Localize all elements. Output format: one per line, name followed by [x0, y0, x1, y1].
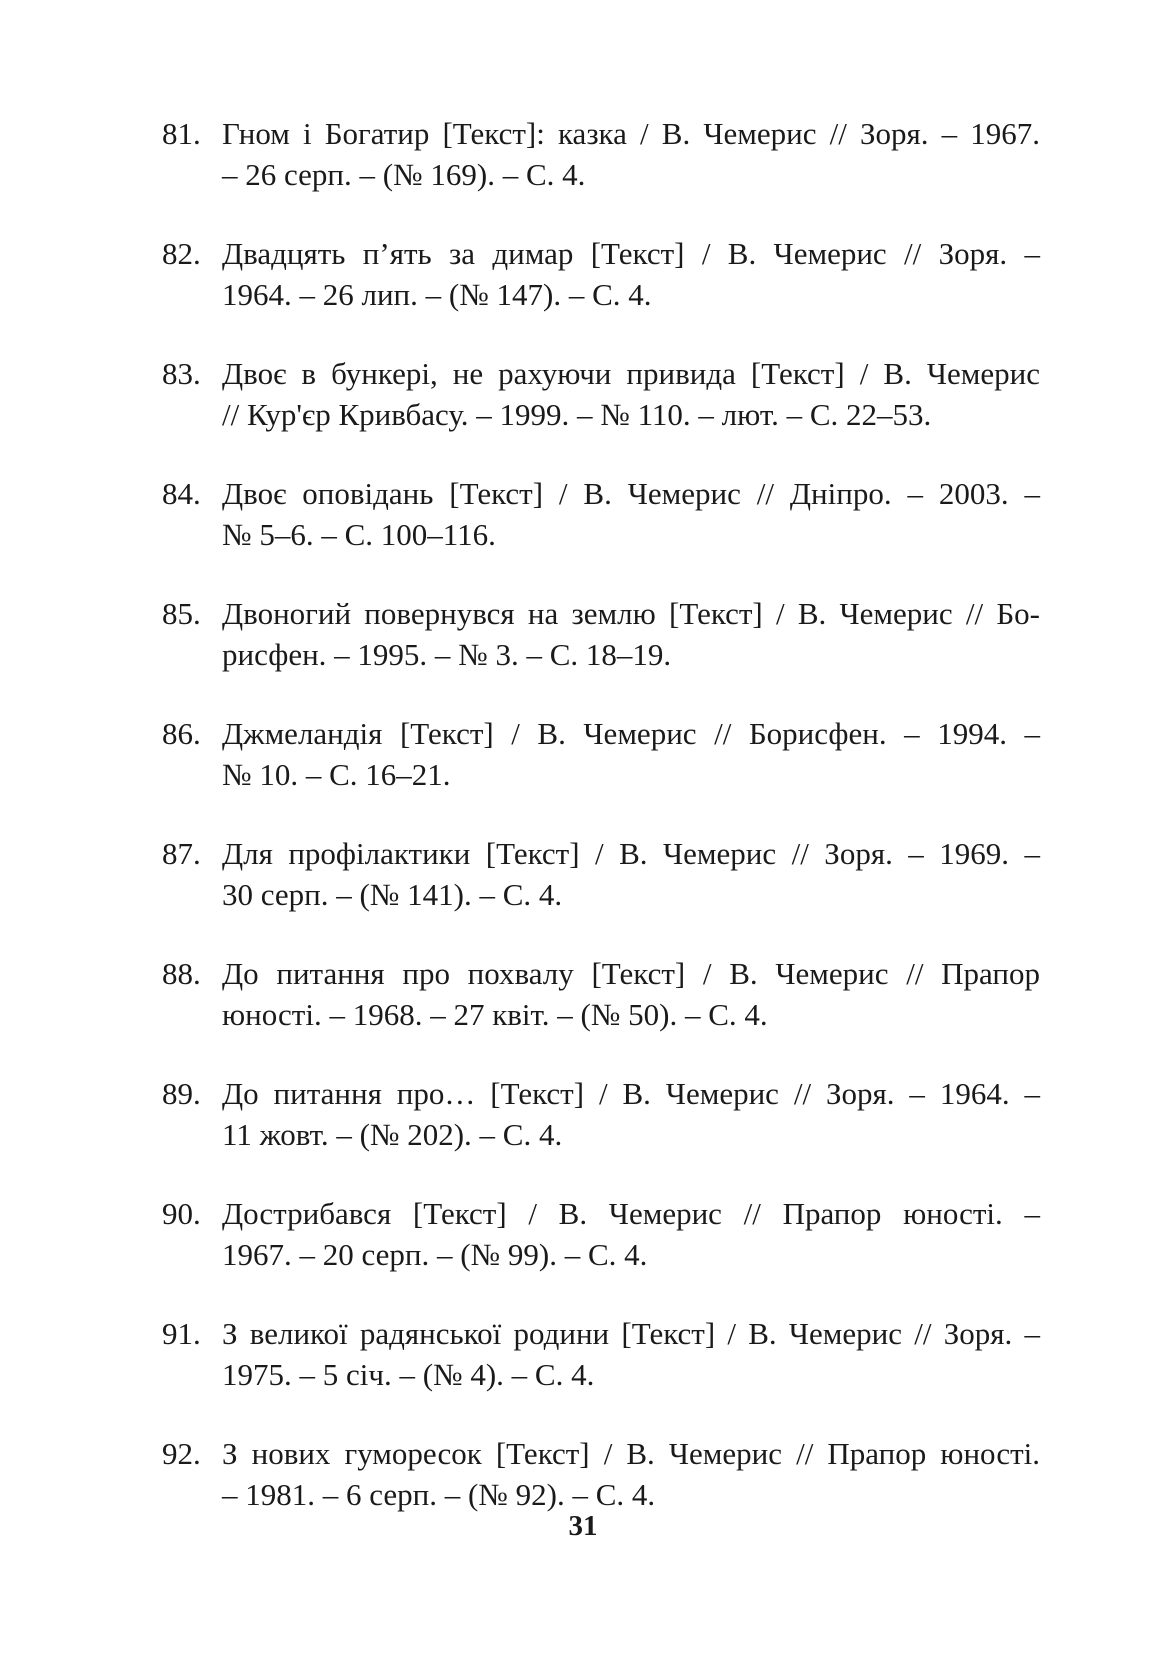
entry-line: Двоногий повернувся на землю [Текст] / В. Чемерис // Бо- — [222, 596, 1040, 631]
entry-number: 86. — [162, 716, 201, 751]
entry-number: 85. — [162, 596, 201, 631]
bibliography-entry — [162, 1193, 1040, 1275]
entry-line: Двоє в бункері, не рахуючи привида [Текст] / В. Чемерис — [222, 356, 1040, 391]
bibliography-entry — [162, 473, 1040, 555]
entry-line: Гном і Богатир [Текст]: казка / В. Чемерис // Зоря. – 1967. — [222, 116, 1040, 151]
entry-line: До питання про… [Текст] / В. Чемерис // Зоря. – 1964. – — [222, 1076, 1040, 1111]
entry-line: 11 жовт. – (№ 202). – С. 4. — [222, 1117, 563, 1152]
bibliography-entry — [162, 833, 1040, 915]
entry-line: № 10. – С. 16–21. — [222, 757, 451, 792]
entry-line: юності. – 1968. – 27 квіт. – (№ 50). – С. 4. — [222, 997, 768, 1032]
bibliography-list — [162, 113, 1040, 1553]
entry-line: Дострибався [Текст] / В. Чемерис // Прапор юності. – — [222, 1196, 1040, 1231]
bibliography-entry — [162, 713, 1040, 795]
bibliography-entry — [162, 113, 1040, 195]
entry-line: З великої радянської родини [Текст] / В. Чемерис // Зоря. – — [222, 1316, 1040, 1351]
entry-number: 87. — [162, 836, 201, 871]
bibliography-entry — [162, 953, 1040, 1035]
entry-line: Джмеландія [Текст] / В. Чемерис // Борисфен. – 1994. – — [222, 716, 1040, 751]
bibliography-entry — [162, 1433, 1040, 1515]
entry-number: 82. — [162, 236, 201, 271]
bibliography-entry — [162, 593, 1040, 675]
entry-number: 88. — [162, 956, 201, 991]
bibliography-entry — [162, 233, 1040, 315]
entry-line: // Кур'єр Кривбасу. – 1999. – № 110. – лют. – С. 22–53. — [222, 397, 932, 432]
entry-line: 1975. – 5 січ. – (№ 4). – С. 4. — [222, 1357, 595, 1392]
entry-line: Двоє оповідань [Текст] / В. Чемерис // Дніпро. – 2003. – — [222, 476, 1040, 511]
bibliography-entry — [162, 353, 1040, 435]
entry-line: Для профілактики [Текст] / В. Чемерис // Зоря. – 1969. – — [222, 836, 1040, 871]
bibliography-entry — [162, 1073, 1040, 1155]
entry-line: № 5–6. – С. 100–116. — [222, 517, 496, 552]
entry-number: 92. — [162, 1436, 201, 1471]
entry-number: 83. — [162, 356, 201, 391]
entry-line: 30 серп. – (№ 141). – С. 4. — [222, 877, 563, 912]
entry-line: 1964. – 26 лип. – (№ 147). – С. 4. — [222, 277, 652, 312]
entry-line: Двадцять п’ять за димар [Текст] / В. Чемерис // Зоря. – — [222, 236, 1040, 271]
entry-number: 84. — [162, 476, 201, 511]
entry-line: З нових гуморесок [Текст] / В. Чемерис // Прапор юності. — [222, 1436, 1040, 1471]
entry-number: 81. — [162, 116, 201, 151]
entry-line: – 26 серп. – (№ 169). – С. 4. — [222, 157, 586, 192]
page-number: 31 — [568, 1510, 598, 1542]
entry-line: 1967. – 20 серп. – (№ 99). – С. 4. — [222, 1237, 648, 1272]
entry-line: До питання про похвалу [Текст] / В. Чемерис // Прапор — [222, 956, 1040, 991]
entry-number: 89. — [162, 1076, 201, 1111]
bibliography-entry — [162, 1313, 1040, 1395]
entry-line: – 1981. – 6 серп. – (№ 92). – С. 4. — [222, 1477, 656, 1512]
entry-number: 90. — [162, 1196, 201, 1231]
entry-number: 91. — [162, 1316, 201, 1351]
entry-line: рисфен. – 1995. – № 3. – С. 18–19. — [222, 637, 672, 672]
